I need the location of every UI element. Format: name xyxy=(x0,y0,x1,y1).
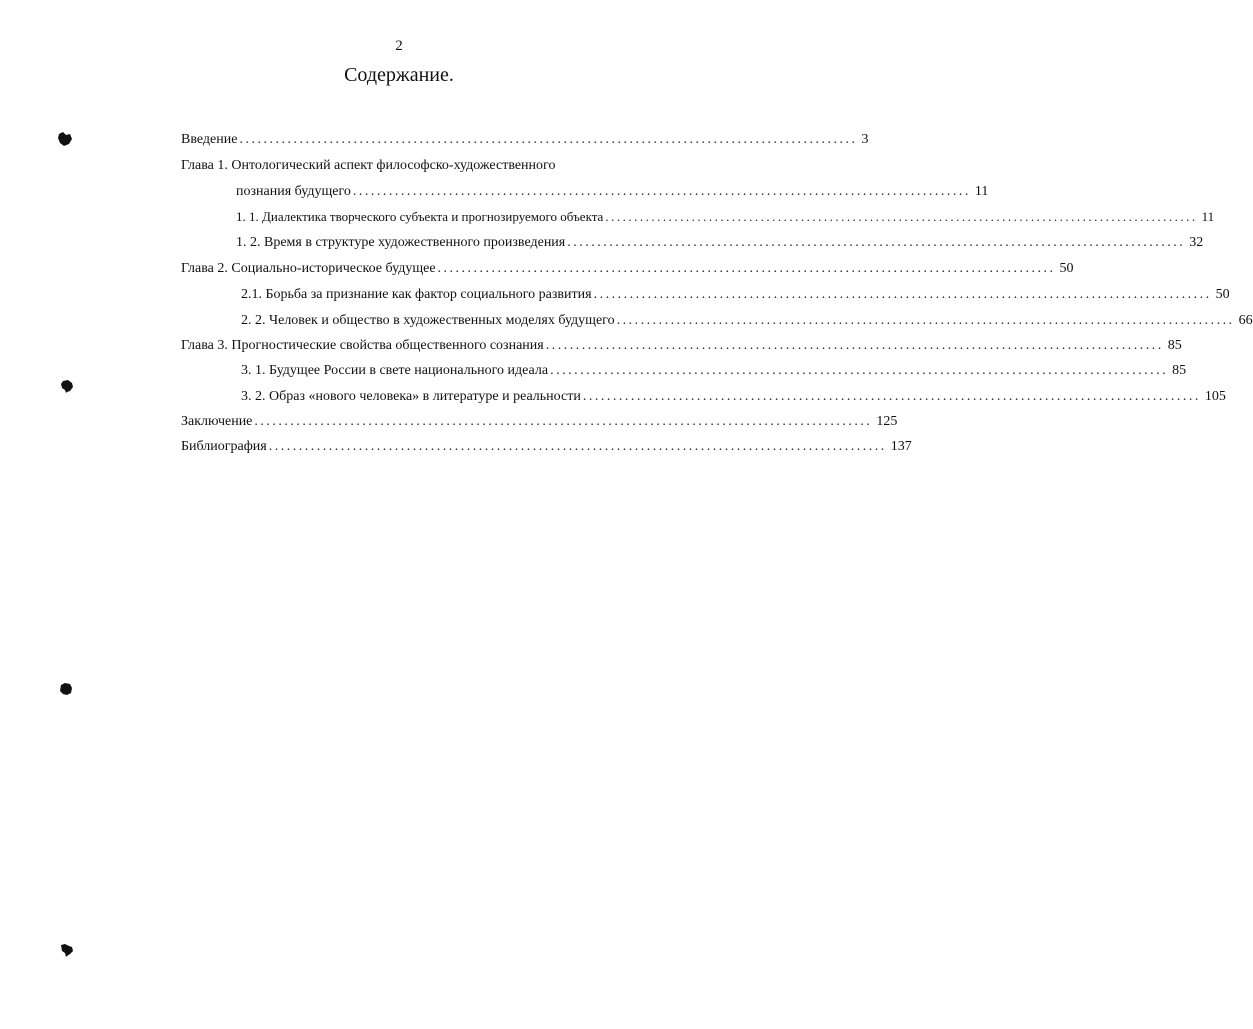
toc-entry-label: Глава 3. Прогностические свойства общественного сознания xyxy=(181,338,544,353)
toc-entry-label: 2.1. Борьба за признание как фактор социального развития xyxy=(241,287,592,302)
toc-entry-label: 1. 1. Диалектика творческого субъекта и прогнозируемого объекта xyxy=(236,209,604,224)
toc-dot-leader: ....................................................................................................... xyxy=(582,389,1201,404)
toc-dot-leader: ....................................................................................................... xyxy=(437,261,1056,276)
toc-entry-page: 85 xyxy=(1172,363,1187,378)
toc-entry-page: 32 xyxy=(1189,235,1204,250)
toc-entry-bibliography xyxy=(181,438,912,456)
toc-dot-leader: ....................................................................................................... xyxy=(605,209,1198,224)
page-number: 2 xyxy=(395,38,403,54)
toc-dot-leader: ....................................................................................................... xyxy=(268,439,887,454)
toc-entry-label: Заключение xyxy=(181,414,253,429)
toc-entry-page: 137 xyxy=(890,439,912,454)
toc-entry-section-3-1 xyxy=(241,362,1187,380)
toc-entry-label: 3. 2. Образ «нового человека» в литературе и реальности xyxy=(241,389,581,404)
toc-dot-leader: ....................................................................................................... xyxy=(567,235,1186,250)
toc-entry-page: 11 xyxy=(1201,209,1215,224)
toc-entry-page: 50 xyxy=(1215,287,1230,302)
toc-entry-page: 50 xyxy=(1059,261,1074,276)
toc-dot-leader: ....................................................................................................... xyxy=(545,338,1164,353)
toc-entry-page: 85 xyxy=(1167,338,1182,353)
punch-hole-icon xyxy=(60,943,74,957)
toc-dot-leader: ....................................................................................................... xyxy=(352,184,971,199)
toc-entry-section-3-2 xyxy=(241,388,1226,406)
page-title: Содержание. xyxy=(344,64,454,86)
toc-entry-conclusion xyxy=(181,413,898,431)
toc-entry-page: 11 xyxy=(974,184,989,199)
punch-hole-icon xyxy=(59,682,73,696)
toc-entry-page: 105 xyxy=(1204,389,1226,404)
punch-hole-icon xyxy=(60,379,74,393)
toc-entry-label: познания будущего xyxy=(236,184,351,199)
toc-entry-chapter-3 xyxy=(181,337,1182,355)
toc-entry-label: Глава 1. Онтологический аспект философско-художественного xyxy=(181,158,556,173)
punch-hole-icon xyxy=(57,131,73,147)
toc-entry-page: 125 xyxy=(876,414,898,429)
toc-entry-label: 2. 2. Человек и общество в художественных моделях будущего xyxy=(241,313,615,328)
toc-dot-leader: ....................................................................................................... xyxy=(239,132,858,147)
toc-dot-leader: ....................................................................................................... xyxy=(254,414,873,429)
toc-entry-label: Библиография xyxy=(181,439,267,454)
toc-entry-page: 3 xyxy=(861,132,869,147)
toc-entry-chapter-2 xyxy=(181,260,1074,278)
toc-entry-introduction xyxy=(181,131,869,149)
toc-entry-label: Введение xyxy=(181,132,238,147)
toc-dot-leader: ....................................................................................................... xyxy=(593,287,1212,302)
toc-entry-chapter-1-cont xyxy=(236,183,989,201)
toc-entry-label: 3. 1. Будущее России в свете национального идеала xyxy=(241,363,549,378)
toc-dot-leader: ....................................................................................................... xyxy=(550,363,1169,378)
toc-entry-label: Глава 2. Социально-историческое будущее xyxy=(181,261,436,276)
toc-entry-section-2-2 xyxy=(241,312,1253,330)
toc-entry-page: 66 xyxy=(1238,313,1253,328)
toc-dot-leader: ....................................................................................................... xyxy=(616,313,1235,328)
toc-entry-section-1-1 xyxy=(236,208,1215,226)
toc-entry-label: 1. 2. Время в структуре художественного произведения xyxy=(236,235,566,250)
toc-entry-chapter-1 xyxy=(181,157,709,175)
toc-entry-section-1-2 xyxy=(236,234,1204,252)
toc-entry-section-2-1 xyxy=(241,286,1230,304)
